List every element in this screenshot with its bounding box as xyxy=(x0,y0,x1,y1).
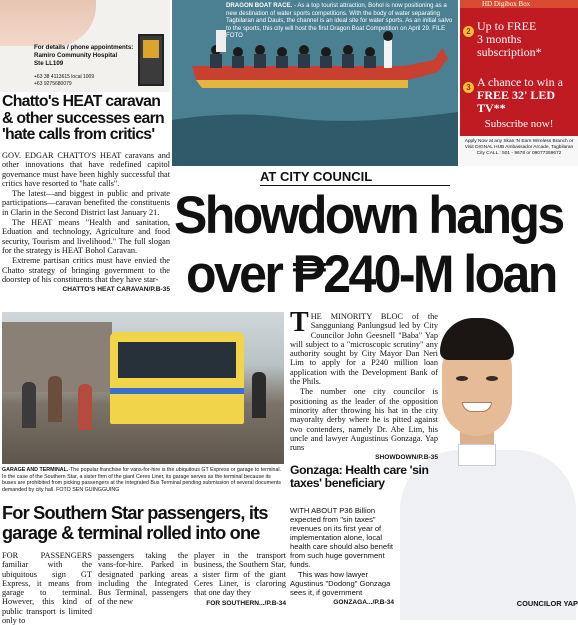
southern-column-2: passengers taking the vans-for-hire. Parked in designated parking areas including the Integrated Bus Terminal, passengers of the new xyxy=(98,551,188,607)
gonzaga-jump-link[interactable]: GONZAGA.../P.B-34 xyxy=(333,599,394,606)
ad-item-2-badge: 2 xyxy=(463,26,474,37)
ad-item-2 xyxy=(477,20,578,59)
ad-item-3-badge: 3 xyxy=(463,82,474,93)
bus-terminal-photo xyxy=(2,312,284,464)
bus-stripe xyxy=(110,388,244,394)
southern-column-1: FOR PASSENGERS familiar with the ubiquitous sign GT Express, it means from garage to terminal. However, this kind of public transport is limited only to xyxy=(2,551,92,625)
kiosk-image xyxy=(138,34,164,86)
chatto-paragraph-1: GOV. EDGAR CHATTO'S HEAT caravans and other innovations that have redefined capitol governance must have been highly successful that critics have resorted to "hate calls". xyxy=(2,151,170,188)
ad-item-3-line2: FREE 32' LED TV** xyxy=(477,88,556,115)
councilor-photo-caption: COUNCILOR YAP xyxy=(516,599,578,608)
dragon-boat-photo xyxy=(172,0,458,166)
chatto-jump-link[interactable]: CHATTO'S HEAT CARAVAN/P.B-35 xyxy=(62,286,170,294)
ad-hospital-suite: Ste LL109 xyxy=(34,60,64,67)
ad-item-3 xyxy=(477,76,578,115)
chatto-paragraph-3: The HEAT means "Health and sanitation, Eduation and technology, Agriculture and food security, Tourism and livelihood." The full slogan for the strategy is HEAT Bohol Caravan. xyxy=(2,218,170,255)
bus-photo-caption xyxy=(2,467,286,493)
subscription-ad xyxy=(460,0,578,166)
photo-bus xyxy=(110,332,244,424)
photo-person xyxy=(22,382,36,428)
councilor-eye xyxy=(486,376,498,381)
ad-item-3-line1: A chance to win a xyxy=(477,75,563,89)
subscribe-now-link[interactable]: Subscribe now! xyxy=(484,118,554,130)
lead-story-headline[interactable] xyxy=(174,186,578,304)
southern-column-3: player in the transport business, the Southern Star, a sister firm of the giant Ceres Liner, is claroring that one day they xyxy=(194,551,286,598)
gonzaga-story-body xyxy=(290,506,394,607)
ad-phones xyxy=(34,74,94,87)
chatto-story-body xyxy=(2,151,170,294)
lead-paragraph-1 xyxy=(290,307,438,387)
photo-person xyxy=(252,372,266,418)
lead-headline-line2: over ₱240-M loan xyxy=(186,244,556,304)
ad-contact-text xyxy=(34,44,133,68)
hospital-contact-ad xyxy=(0,0,170,92)
lead-dropcap: T xyxy=(290,307,309,338)
ad-phone-1: +63 38 4113615 local 1009 xyxy=(34,74,95,80)
ad-top-text: HD Digibox Box xyxy=(460,0,578,8)
bus-windshield xyxy=(118,342,236,378)
gonzaga-paragraph-2: This was how lawyer Agustinus "Dodong" Gonzaga sees it, if government xyxy=(290,570,391,597)
lead-headline-line1: Showdown hangs xyxy=(174,186,563,245)
ad-phone-2: +63 9275680079 xyxy=(34,80,72,87)
lead-story-body xyxy=(290,307,438,463)
ad-item-2-line2: 3 months subscription* xyxy=(477,32,542,59)
ad-item-2-line1: Up to FREE xyxy=(477,19,537,33)
bus-caption-text: -The popular franchise for vans-for-hire is the ubiquitous GT Express or garage to terminal. In the case of the Southern Star, a sister firm of the giant Ceres Liner, its garage serves as the terminal because its buses are prohibited from picking passengers at the Integrated Bus Terminal pending submission of several documents demanded by city hall. FOTO SEN GUINGGUING xyxy=(2,467,282,493)
councilor-collar xyxy=(458,444,496,466)
lead-paragraph-2: The number one city councilor is positioning as the leader of the opposition minority after throwing his hat in the city mayoralty derby where he is pitted against two contenders, namely Dr. Abe Lim, his uncle and lawyer Augustinus Gonzaga. Yap runs xyxy=(290,387,438,453)
chatto-headline[interactable]: Chatto's HEAT caravan & other successes earn 'hate calls from critics' xyxy=(2,93,164,143)
kiosk-screen xyxy=(143,40,159,58)
southern-star-headline[interactable]: For Southern Star passengers, its garage & terminal rolled into one xyxy=(2,503,268,543)
dragon-caption-title: DRAGON BOAT RACE. xyxy=(226,2,293,9)
councilor-eye xyxy=(456,376,468,381)
lead-story-kicker: AT CITY COUNCIL xyxy=(260,169,450,186)
ad-skin-image xyxy=(0,0,96,46)
southern-jump-link[interactable]: FOR SOUTHERN.../P.B-34 xyxy=(206,600,286,607)
photo-person xyxy=(48,376,62,422)
councilor-hair xyxy=(440,318,514,360)
gonzaga-paragraph-1: WITH ABOUT P36 Billion expected from "sin taxes" revenues on its first year of implementation alone, local health care should also benefit from such huge government funds. xyxy=(290,506,394,569)
ad-contact-label: For details / phone appointments: xyxy=(34,44,134,51)
ad-fine-print: Apply Now at any Skan 'N Earn Wireless Branch or Visit DIGNAL HUB Ambassador Arcade, Tagbilaran City CALL : 501 - 9678 or 09077359672 xyxy=(460,136,578,166)
dragon-caption-text: - As a top tourist attraction, Bohol is now positioning as a new destination of water sports competitions. With the body of water separating Tagbilaran and Dauis, the channel is an ideal site for water sports. As an initial salvo to the sports, this city will host the first Dragon Boat Competition on April 29. FILE FOTO xyxy=(226,2,453,40)
chatto-paragraph-4: Extreme partisan critics must have envied the Chatto strategy of bringing government to the doorstep of his constituents that they have star- xyxy=(2,256,170,284)
chatto-paragraph-2: The latest—and biggest in public and private participations—caravan benefited the constituents in Clarin in the Second District last January 21. xyxy=(2,189,170,217)
lead-paragraph-1-text: HE MINORITY BLOC of the Sangguniang Panlungsud led by City Councilor John Geesnell "Baba" Yap will subject to a "microscopic scrutiny" any authority sought by City Mayor Dan Neri Lim to apply for a P240 million loan application with the Development Bank of the Phils. xyxy=(290,312,438,387)
ad-hospital-name: Ramiro Community Hospital xyxy=(34,52,118,59)
bus-caption-title: GARAGE AND TERMINAL. xyxy=(2,467,69,473)
gonzaga-headline[interactable]: Gonzaga: Health care 'sin taxes' beneficiary xyxy=(290,463,429,491)
photo-person xyxy=(78,384,92,430)
lead-jump-link[interactable]: SHOWDOWN/P.B-35 xyxy=(375,454,438,462)
dragon-photo-caption xyxy=(226,2,456,40)
